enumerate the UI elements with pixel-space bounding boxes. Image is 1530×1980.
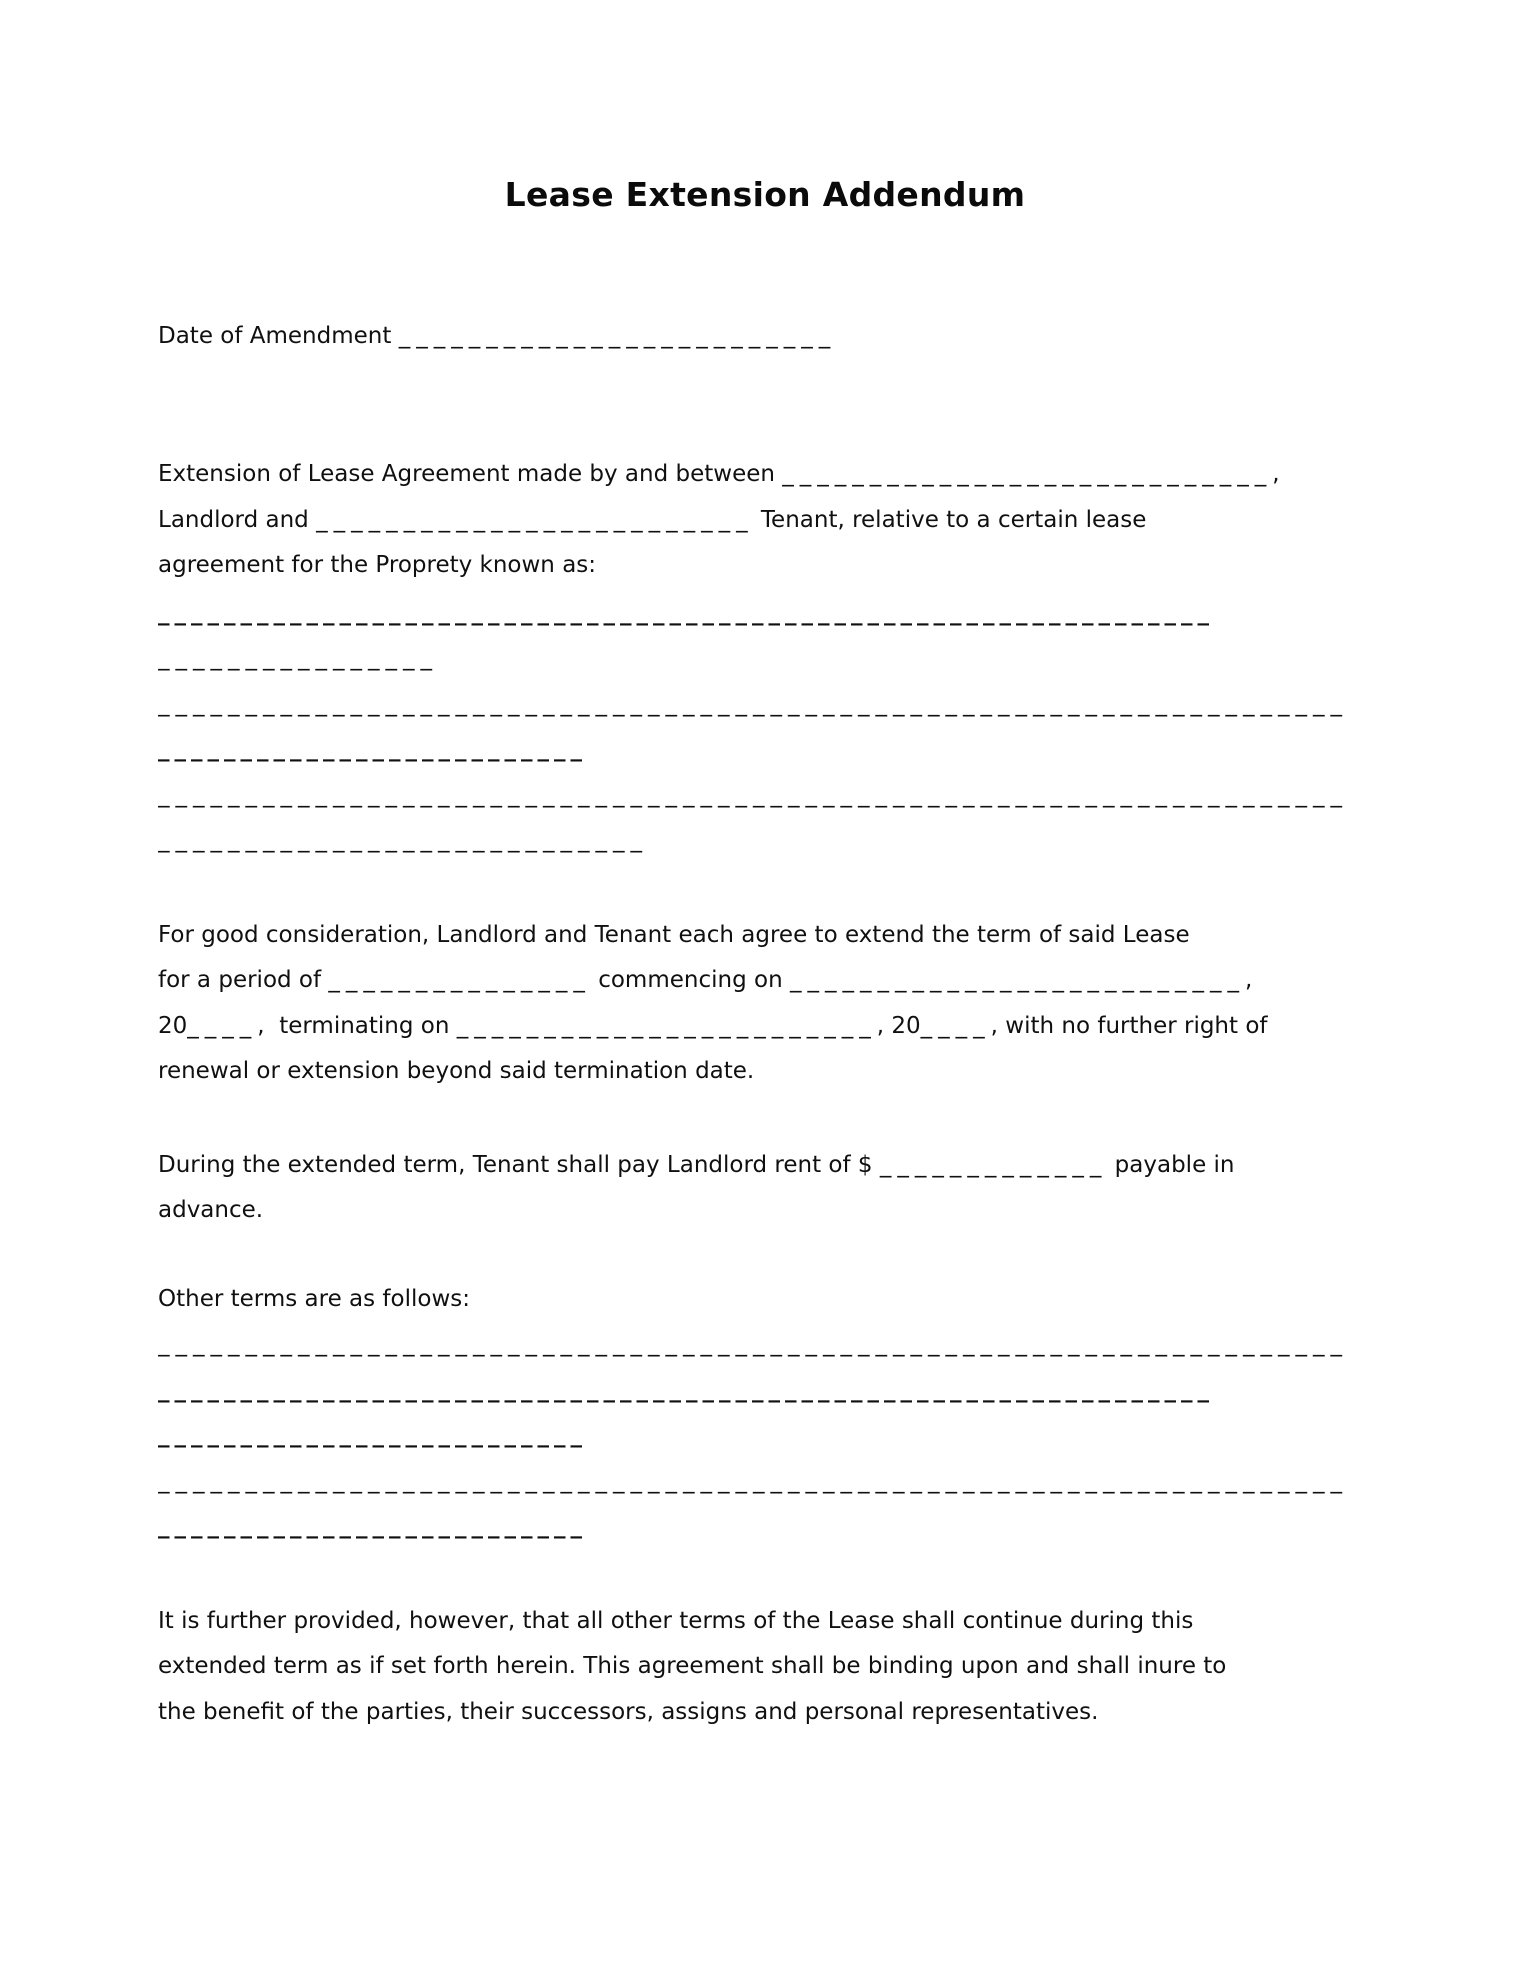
period-blank: _______________ [328,967,591,993]
blank-line [158,1413,1372,1459]
rent-paragraph [158,1143,1372,1234]
intro-line-2 [158,498,1372,544]
blank-line [158,1368,1372,1414]
closing-line-1 [158,1599,1372,1645]
rent-line-2-text: advance. [158,1197,264,1223]
tenant-name-blank: _________________________ [316,506,754,533]
property-description-blanks [158,591,1372,864]
intro-paragraph [158,452,1372,589]
intro-line-3-text: agreement for the Proprety known as: [158,552,597,578]
intro-line-2-end: Tenant, relative to a certain lease [753,506,1147,533]
blank-line [158,636,1372,682]
landlord-name-blank: ____________________________ [782,461,1273,487]
consideration-line-2 [158,958,1372,1004]
property-blank-2: ________________ [158,645,438,671]
commencing-year-blank: ____ [187,1012,258,1039]
property-blank-6: ____________________________ [158,827,648,853]
date-of-amendment-label: Date of Amendment [158,322,399,349]
blank-line [158,727,1372,773]
rent-line-1 [158,1143,1372,1189]
rent-line-1-end: payable in [1107,1151,1235,1178]
blank-line [158,1459,1372,1505]
closing-line-3 [158,1690,1372,1736]
intro-line-1 [158,452,1372,498]
consideration-line-4-text: renewal or extension beyond said termination date. [158,1058,755,1084]
other-terms-blanks [158,1322,1372,1550]
date-of-amendment-line [158,314,1372,360]
closing-paragraph [158,1599,1372,1736]
closing-line-2 [158,1644,1372,1690]
blank-line [158,682,1372,728]
closing-line-1-text: It is further provided, however, that all other terms of the Lease shall continue during this [158,1607,1194,1634]
other-terms-blank-3: __________________________ [158,1422,587,1448]
other-terms-heading [158,1277,1372,1323]
terminating-year-prefix: , 20 [876,1012,921,1039]
blank-line [158,1322,1372,1368]
rent-line-2 [158,1188,1372,1234]
consideration-line-3-end: , with no further right of [990,1012,1268,1039]
intro-line-2-text: Landlord and [158,506,317,533]
property-blank-1: ________________________________________________________________ [158,599,1214,626]
other-terms-blank-1: ____________________________________________________________________ [158,1331,1348,1357]
rent-amount-blank: _____________ [879,1151,1108,1178]
property-blank-4: __________________________ [158,736,587,762]
blank-line [158,591,1372,637]
property-blank-3: ____________________________________________________________________ [158,690,1348,717]
blank-line [158,773,1372,819]
consideration-line-2-end: , [1244,967,1253,993]
closing-line-2-text: extended term as if set forth herein. This agreement shall be binding upon and shall inure to [158,1653,1227,1679]
other-terms-label: Other terms are as follows: [158,1285,470,1312]
consideration-paragraph [158,913,1372,1095]
blank-line [158,818,1372,864]
commencing-label: commencing on [590,967,790,993]
property-blank-5: ____________________________________________________________________ [158,781,1348,808]
blank-line [158,1504,1372,1550]
terminating-date-blank: ________________________ [456,1012,877,1039]
consideration-line-3 [158,1004,1372,1050]
document-title: Lease Extension Addendum [504,175,1026,214]
other-terms-blank-5: __________________________ [158,1513,587,1539]
consideration-line-1 [158,913,1372,959]
commencing-date-blank: __________________________ [789,967,1245,993]
terminating-year-blank: ____ [920,1012,991,1039]
consideration-line-1-text: For good consideration, Landlord and Tenant each agree to extend the term of said Lease [158,921,1190,948]
other-terms-blank-2: ________________________________________________________________ [158,1376,1214,1403]
terminating-label: , terminating on [257,1012,457,1039]
closing-line-3-text: the benefit of the parties, their successors, assigns and personal representatives. [158,1698,1099,1725]
intro-line-3 [158,543,1372,589]
date-of-amendment-blank: _________________________ [398,322,837,349]
rent-label: During the extended term, Tenant shall pay Landlord rent of $ [158,1151,880,1178]
intro-line-1-text: Extension of Lease Agreement made by and between [158,461,783,487]
commencing-year-prefix: 20 [158,1012,188,1039]
intro-line-1-end: , [1272,461,1280,487]
consideration-line-4 [158,1049,1372,1095]
other-terms-blank-4: ____________________________________________________________________ [158,1467,1348,1494]
period-label: for a period of [158,967,329,993]
